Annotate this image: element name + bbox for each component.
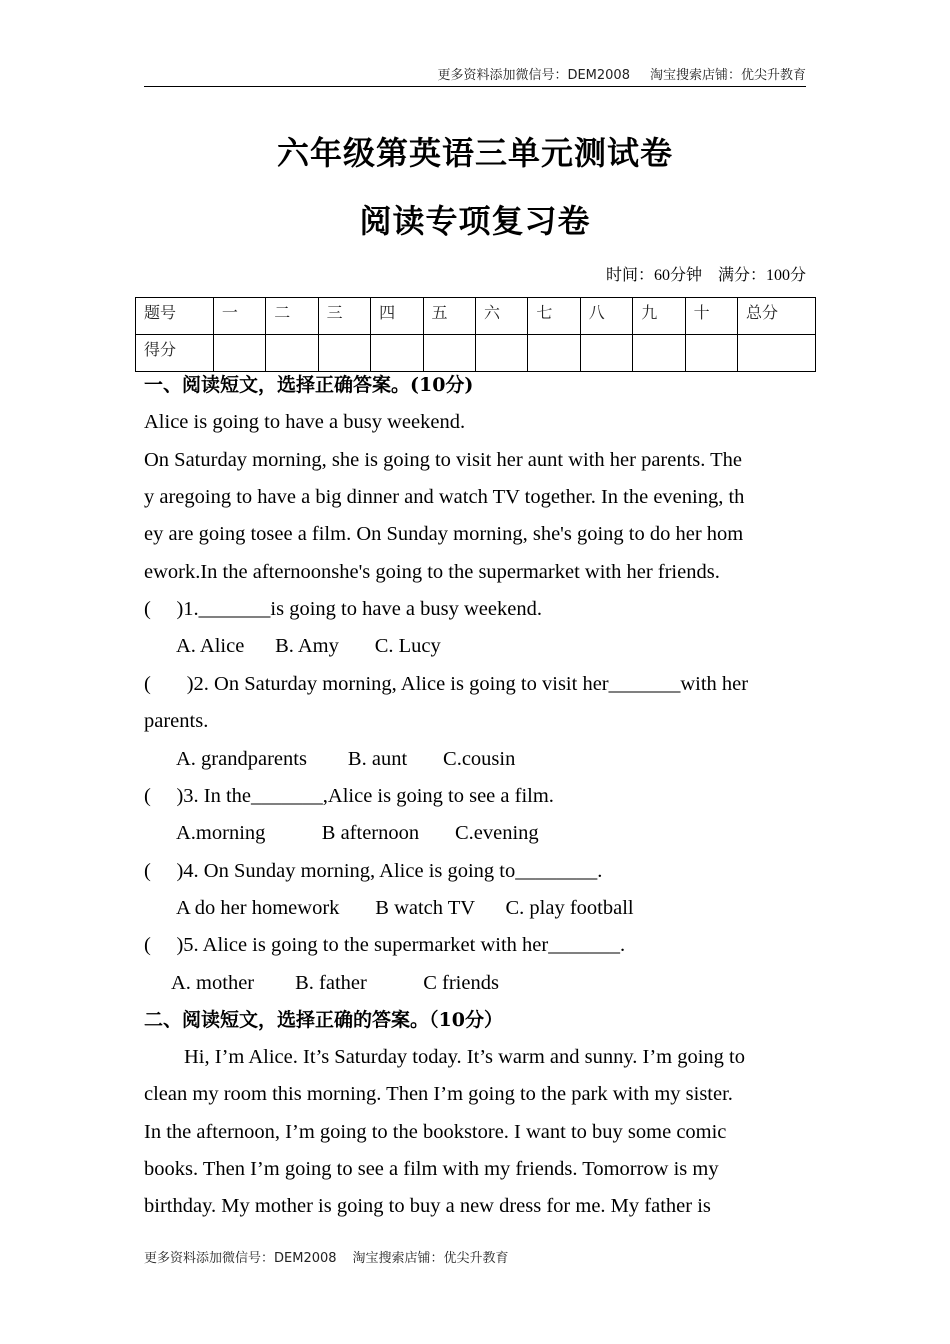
question-2-options: A. grandparents B. aunt C.cousin (176, 748, 516, 770)
score-input-cell[interactable] (685, 335, 737, 372)
score-cell: 六 (475, 298, 527, 335)
question-2-stem: ( )2. On Saturday morning, Alice is going to visit her_______with her (144, 673, 749, 695)
page-footer (144, 1247, 525, 1266)
question-1-stem: ( )1._______is going to have a busy weekend. (144, 598, 542, 620)
header-shop: 淘宝搜索店铺：优尖升教育 (649, 68, 806, 83)
score-input-cell[interactable] (475, 335, 527, 372)
score-input-cell[interactable] (633, 335, 685, 372)
section1-passage-line: ework.In the afternoonshe's going to the supermarket with her friends. (144, 561, 720, 583)
score-cell: 五 (423, 298, 475, 335)
section2-passage-line: books. Then I’m going to see a film with my friends. Tomorrow is my (144, 1158, 719, 1180)
section1-passage-line: y aregoing to have a big dinner and watch TV together. In the evening, th (144, 486, 745, 508)
question-5-stem: ( )5. Alice is going to the supermarket with her_______. (144, 934, 626, 956)
score-cell: 八 (580, 298, 632, 335)
score-cell: 三 (318, 298, 370, 335)
section2-heading: 二、阅读短文，选择正确的答案。（10分） (144, 1009, 503, 1031)
question-2-stem-cont: parents. (144, 710, 209, 732)
score-cell: 总分 (738, 298, 816, 335)
section2-passage-line: Hi, I’m Alice. It’s Saturday today. It’s warm and sunny. I’m going to (184, 1046, 745, 1068)
score-input-cell[interactable] (371, 335, 423, 372)
section2-passage-line: In the afternoon, I’m going to the bookstore. I want to buy some comic (144, 1121, 727, 1143)
score-cell: 九 (633, 298, 685, 335)
score-row-label: 得分 (136, 335, 214, 372)
score-input-cell[interactable] (213, 335, 265, 372)
score-input-cell[interactable] (738, 335, 816, 372)
score-input-cell[interactable] (318, 335, 370, 372)
score-input-cell[interactable] (423, 335, 475, 372)
score-cell: 题号 (136, 298, 214, 335)
question-3-stem: ( )3. In the_______,Alice is going to see a film. (144, 785, 554, 807)
page-header (144, 64, 806, 87)
section1-passage-line: Alice is going to have a busy weekend. (144, 411, 466, 433)
score-input-cell[interactable] (580, 335, 632, 372)
score-cell: 二 (266, 298, 318, 335)
score-cell: 十 (685, 298, 737, 335)
section1-passage-line: On Saturday morning, she is going to visit her aunt with her parents. The (144, 449, 743, 471)
question-4-options: A do her homework B watch TV C. play football (176, 897, 634, 919)
page-title: 六年级第英语三单元测试卷 (276, 135, 673, 171)
score-table-header-row (136, 298, 816, 335)
question-5-options: A. mother B. father C friends (171, 972, 499, 994)
section1-passage-line: ey are going tosee a film. On Sunday morning, she's going to do her hom (144, 523, 744, 545)
exam-time: 时间：60分钟 (605, 267, 702, 284)
score-table (135, 297, 816, 372)
page-subtitle: 阅读专项复习卷 (359, 203, 591, 239)
score-cell: 七 (528, 298, 580, 335)
header-wechat: 更多资料添加微信号：DEM2008 (437, 68, 630, 83)
score-cell: 一 (213, 298, 265, 335)
footer-wechat: 更多资料添加微信号：DEM2008 (144, 1251, 337, 1266)
section2-passage-line: clean my room this morning. Then I’m going to the park with my sister. (144, 1083, 733, 1105)
section1-heading: 一、阅读短文，选择正确答案。(10分) (144, 374, 474, 396)
exam-full-score: 满分：100分 (717, 267, 806, 284)
footer-shop: 淘宝搜索店铺：优尖升教育 (352, 1251, 509, 1266)
question-3-options: A.morning B afternoon C.evening (176, 822, 539, 844)
score-table-score-row (136, 335, 816, 372)
score-cell: 四 (371, 298, 423, 335)
exam-info (590, 262, 806, 285)
score-input-cell[interactable] (528, 335, 580, 372)
section2-passage-line: birthday. My mother is going to buy a new dress for me. My father is (144, 1195, 711, 1217)
question-1-options: A. Alice B. Amy C. Lucy (176, 635, 441, 657)
score-input-cell[interactable] (266, 335, 318, 372)
question-4-stem: ( )4. On Sunday morning, Alice is going to________. (144, 860, 603, 882)
